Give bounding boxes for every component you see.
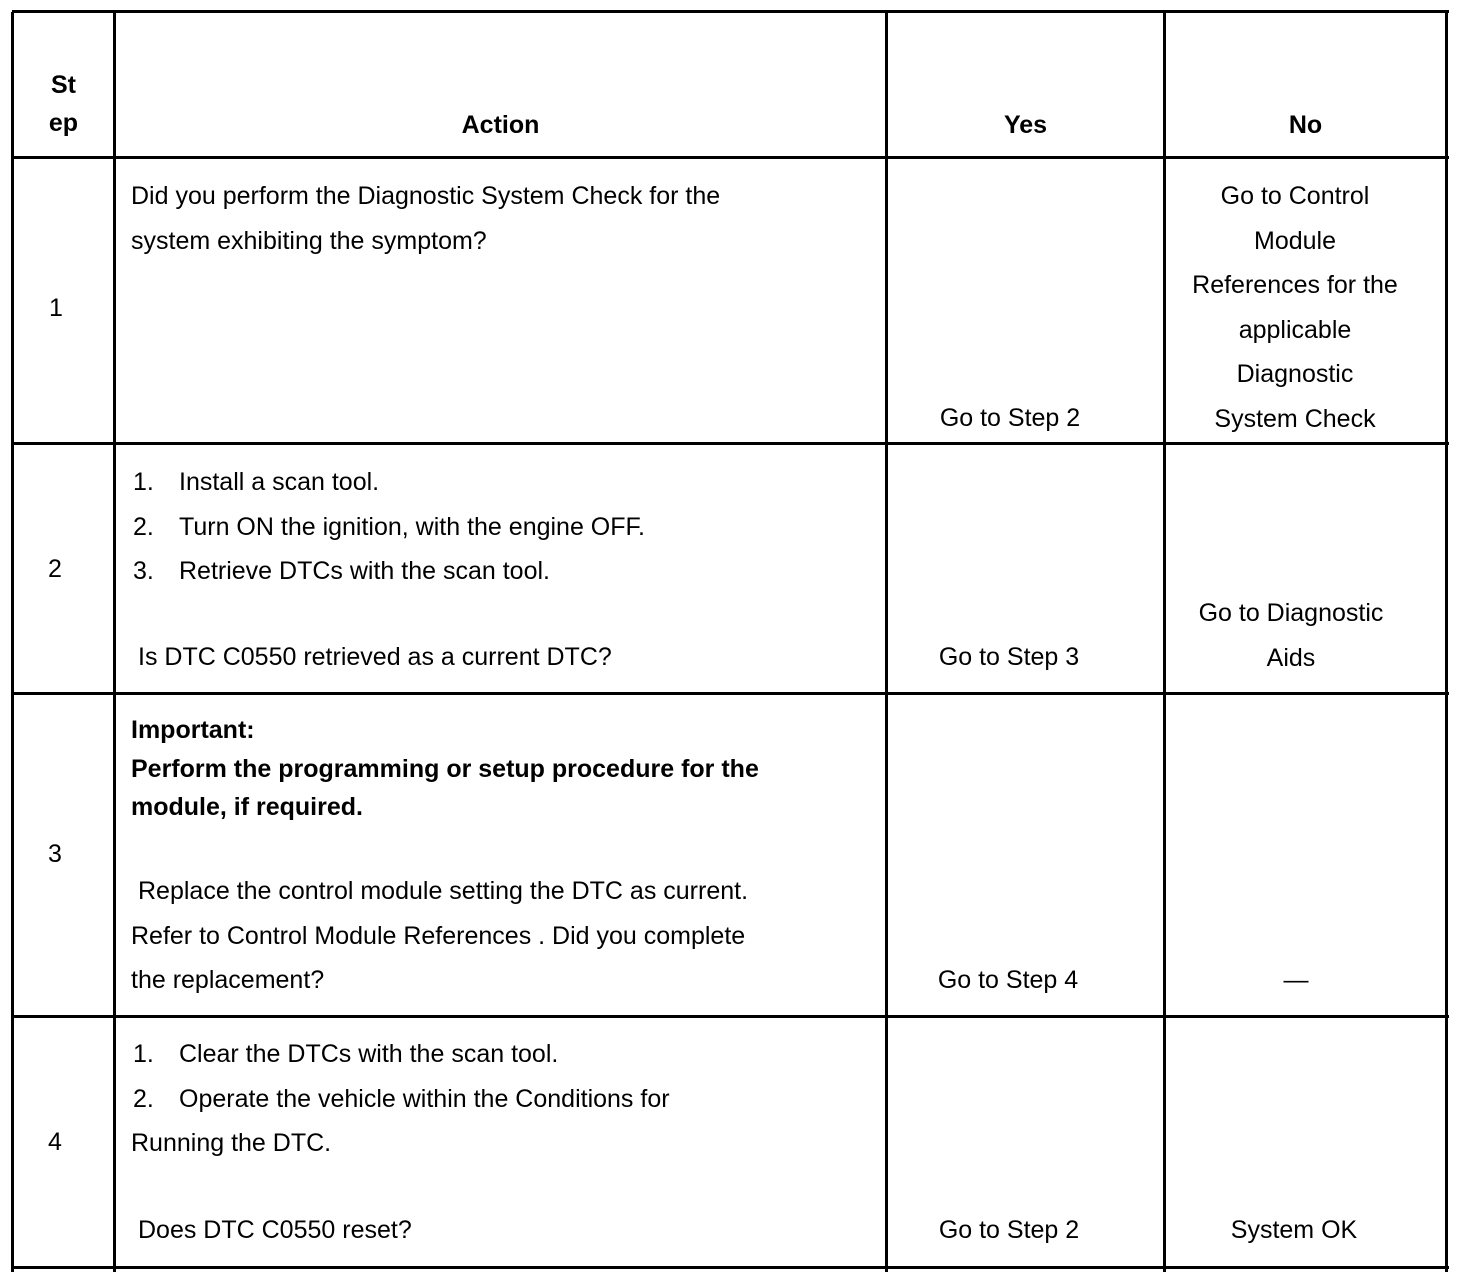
table-border-top xyxy=(12,10,1449,13)
list-text: Clear the DTCs with the scan tool. xyxy=(179,1040,559,1068)
no-result: — xyxy=(1283,966,1309,994)
step-number: 2 xyxy=(48,555,62,583)
header-step-line: ep xyxy=(48,109,79,137)
action-text xyxy=(133,460,645,594)
action-question: Does DTC C0550 reset? xyxy=(138,1216,412,1244)
list-number: 3. xyxy=(133,557,154,585)
list-item xyxy=(133,1077,670,1122)
header-no: No xyxy=(1288,111,1323,139)
row-divider xyxy=(12,442,1449,445)
list-item xyxy=(133,1032,670,1077)
list-item xyxy=(133,549,645,594)
action-question: Is DTC C0550 retrieved as a current DTC? xyxy=(138,643,612,671)
yes-result: Go to Step 4 xyxy=(937,966,1079,994)
important-note xyxy=(131,711,759,827)
list-text: Install a scan tool. xyxy=(179,468,380,496)
yes-result: Go to Step 2 xyxy=(938,1216,1080,1244)
action-line: Replace the control module setting the DTC as current. xyxy=(138,877,749,905)
no-line: applicable xyxy=(1238,315,1352,344)
yes-result: Go to Step 2 xyxy=(939,404,1081,432)
no-line: References for the xyxy=(1192,271,1398,299)
list-text: Retrieve DTCs with the scan tool. xyxy=(179,557,550,585)
header-step-line: St xyxy=(51,71,76,99)
row-divider xyxy=(12,692,1449,695)
no-line: Module xyxy=(1254,226,1336,255)
header-step xyxy=(14,66,113,142)
no-result xyxy=(1166,591,1416,680)
no-result: System OK xyxy=(1230,1216,1358,1244)
no-line: Go to Diagnostic xyxy=(1198,599,1384,627)
step-number: 4 xyxy=(48,1128,62,1156)
header-yes: Yes xyxy=(1003,111,1048,139)
no-line: Go to Control xyxy=(1220,182,1370,210)
action-line: Refer to Control Module References . Did you complete xyxy=(131,921,746,950)
action-text xyxy=(133,1032,670,1121)
action-text xyxy=(131,869,748,1003)
no-line: Diagnostic xyxy=(1236,360,1354,388)
list-number: 2. xyxy=(133,1084,154,1113)
no-result xyxy=(1166,174,1424,441)
important-label: Important: xyxy=(131,716,255,744)
step-number: 1 xyxy=(49,294,63,322)
list-text: Operate the vehicle within the Conditions for xyxy=(179,1084,670,1113)
list-number: 1. xyxy=(133,468,154,496)
list-number: 1. xyxy=(133,1040,154,1068)
list-item xyxy=(133,505,645,550)
action-line: Did you perform the Diagnostic System Check for the xyxy=(131,182,721,210)
table-border-right xyxy=(1445,12,1448,1272)
important-line: Perform the programming or setup procedure for the xyxy=(131,754,759,783)
action-continuation: Running the DTC. xyxy=(131,1129,332,1157)
header-action: Action xyxy=(461,111,540,139)
yes-result: Go to Step 3 xyxy=(938,643,1080,671)
action-line: the replacement? xyxy=(131,966,325,994)
step-number: 3 xyxy=(48,840,62,868)
row-divider xyxy=(12,1266,1449,1269)
header-divider xyxy=(12,156,1449,159)
row-divider xyxy=(12,1015,1449,1018)
table-border-left xyxy=(11,12,14,1272)
no-line: System Check xyxy=(1214,404,1376,433)
column-divider xyxy=(113,12,116,1272)
action-line: system exhibiting the symptom? xyxy=(131,226,487,255)
list-number: 2. xyxy=(133,512,154,541)
list-item xyxy=(133,460,645,505)
no-line: Aids xyxy=(1266,643,1316,672)
action-text xyxy=(131,174,720,263)
important-line: module, if required. xyxy=(131,793,363,821)
list-text: Turn ON the ignition, with the engine OFF. xyxy=(179,512,645,541)
